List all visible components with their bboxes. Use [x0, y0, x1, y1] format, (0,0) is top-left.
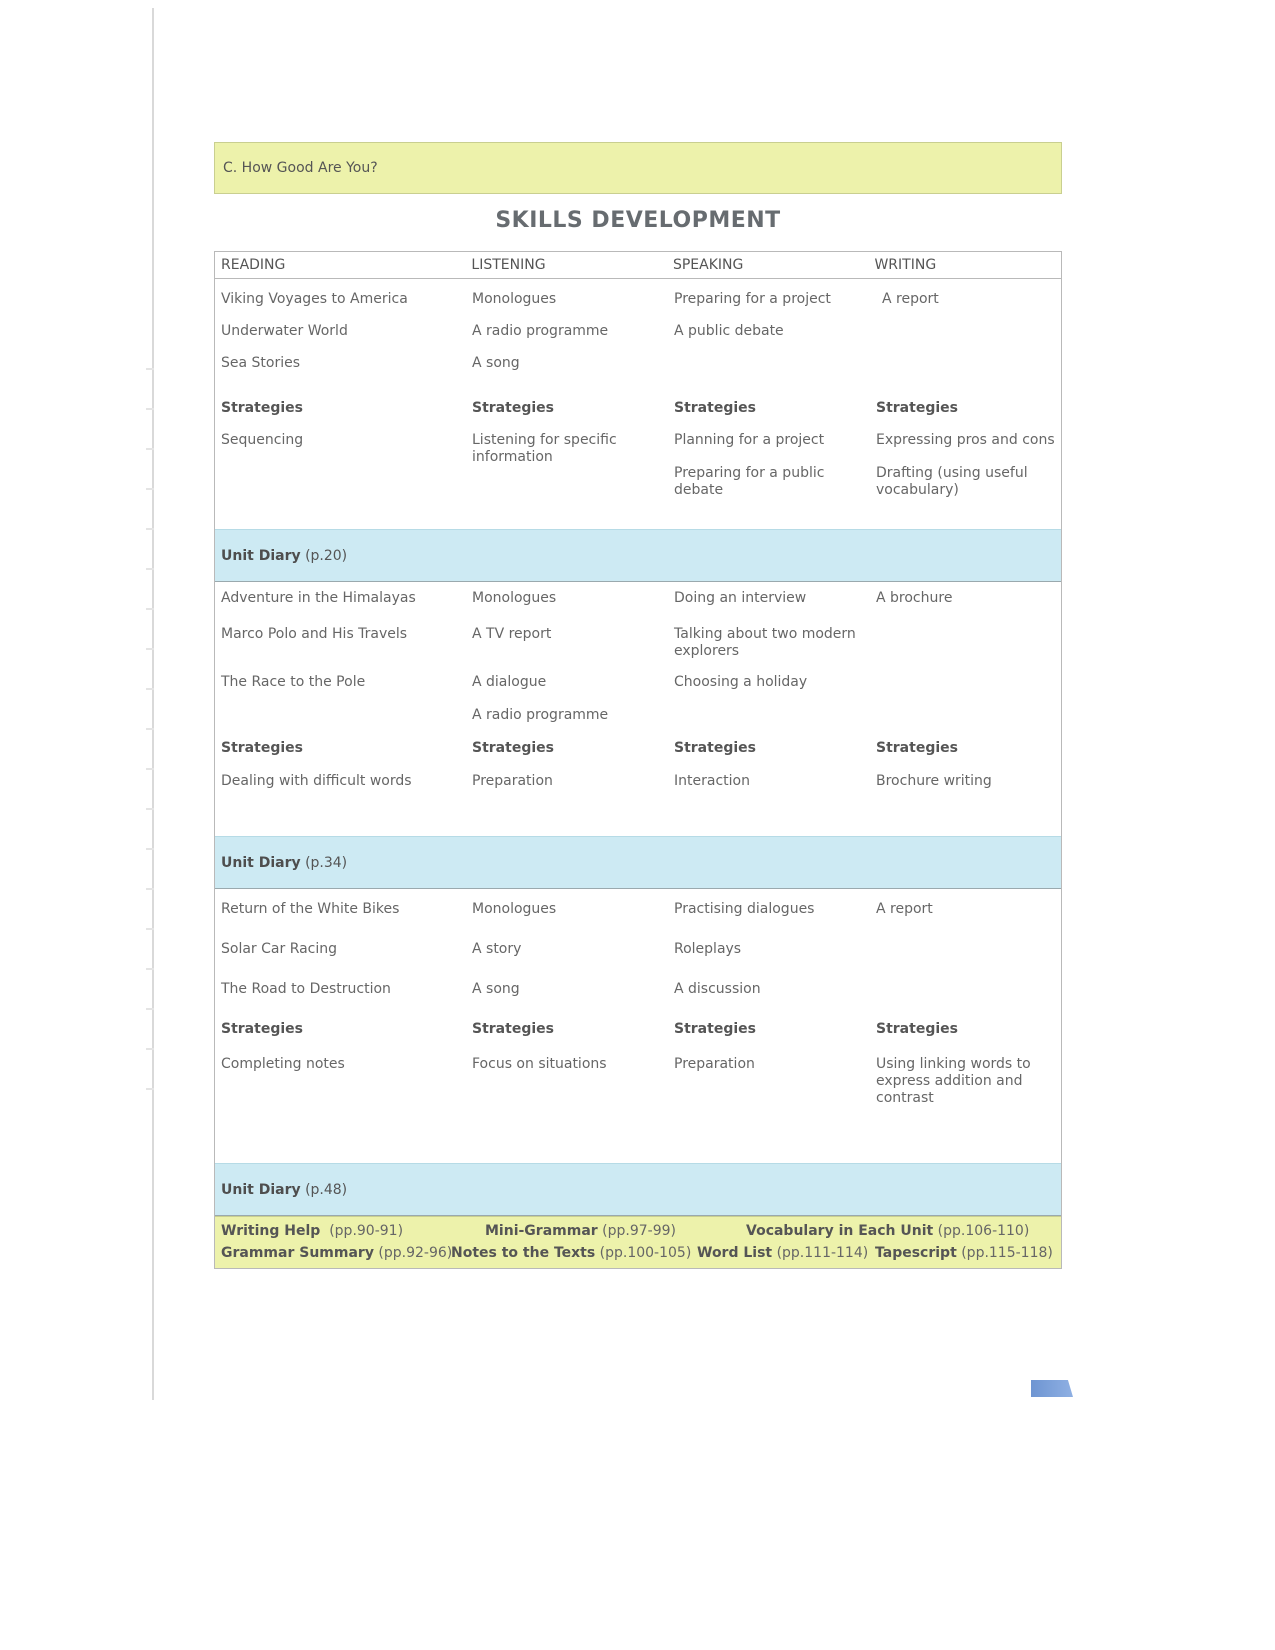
strategy-item: Interaction: [674, 773, 750, 789]
footer-notes: [451, 1245, 691, 1261]
skills-table: [214, 251, 1062, 1269]
strategy-item: Expressing pros and cons: [876, 432, 1055, 448]
page-title: SKILLS DEVELOPMENT: [495, 208, 781, 233]
unit-diary-3: [215, 1163, 1061, 1216]
footer-word-list: [697, 1245, 868, 1261]
speaking-item: A public debate: [674, 323, 784, 339]
footer-vocabulary: [746, 1223, 1029, 1239]
strategies-heading: Strategies: [472, 1021, 554, 1037]
col-header-listening: LISTENING: [471, 257, 546, 273]
speaking-item: Choosing a holiday: [674, 674, 808, 690]
col-header-speaking: SPEAKING: [672, 257, 744, 273]
strategy-item: Preparing for a public debate: [674, 465, 825, 498]
footer-label: Vocabulary in Each Unit: [746, 1223, 934, 1239]
unit-diary-label: Unit Diary: [221, 1181, 301, 1198]
strategies-heading: Strategies: [221, 400, 303, 416]
reading-item: The Race to the Pole: [221, 674, 366, 690]
writing-item: A report: [882, 291, 939, 307]
reading-item: Solar Car Racing: [221, 941, 338, 957]
reference-footer: [215, 1216, 1061, 1268]
footer-writing-help: [221, 1223, 403, 1239]
listening-item: A radio programme: [472, 323, 609, 339]
footer-pages: (pp.97-99): [602, 1223, 676, 1239]
skills-sheet: [214, 142, 1062, 1269]
speaking-item: Preparing for a project: [674, 291, 831, 307]
unit-1: [215, 279, 1061, 529]
strategy-item: Focus on situations: [472, 1056, 607, 1072]
unit-diary-1: [215, 529, 1061, 582]
speaking-item: Practising dialogues: [674, 901, 815, 917]
strategy-item: Dealing with difficult words: [221, 773, 412, 789]
strategy-item: Planning for a project: [674, 432, 825, 448]
reading-item: Adventure in the Himalayas: [221, 590, 416, 606]
footer-label: Writing Help: [221, 1223, 321, 1239]
strategy-item: Completing notes: [221, 1056, 345, 1072]
footer-mini-grammar: [485, 1223, 676, 1239]
reading-item: Sea Stories: [221, 355, 301, 371]
strategies-heading: Strategies: [876, 400, 958, 416]
footer-pages: (pp.100-105): [599, 1245, 692, 1261]
reading-item: Viking Voyages to America: [221, 291, 408, 307]
strategies-heading: Strategies: [674, 400, 756, 416]
strategies-heading: Strategies: [221, 1021, 303, 1037]
unit-diary-page: (p.48): [305, 1181, 348, 1198]
speaking-item: Talking about two modern explorers: [674, 626, 856, 659]
strategies-heading: Strategies: [472, 400, 554, 416]
column-headers: [215, 252, 1061, 279]
speaking-item: A discussion: [674, 981, 761, 997]
strategies-heading: Strategies: [876, 1021, 958, 1037]
footer-tapescript: [875, 1245, 1053, 1261]
listening-item: Monologues: [472, 291, 557, 307]
unit-2: [215, 582, 1061, 836]
strategies-heading: Strategies: [674, 1021, 756, 1037]
reading-item: Return of the White Bikes: [221, 901, 400, 917]
strategies-heading: Strategies: [221, 740, 303, 756]
reading-item: Marco Polo and His Travels: [221, 626, 408, 642]
strategies-heading: Strategies: [674, 740, 756, 756]
reading-item: Underwater World: [221, 323, 348, 339]
footer-pages: (pp.115-118): [961, 1245, 1053, 1261]
unit-diary-page: (p.34): [305, 854, 348, 871]
footer-label: Notes to the Texts: [451, 1245, 596, 1261]
listening-item: Monologues: [472, 590, 557, 606]
listening-item: A song: [472, 981, 520, 997]
footer-pages: (pp.92-96): [378, 1245, 453, 1261]
strategy-item: Listening for specific information: [472, 432, 617, 465]
footer-label: Word List: [697, 1245, 773, 1261]
strategy-item: Preparation: [472, 773, 553, 789]
listening-item: A story: [472, 941, 522, 957]
col-header-reading: READING: [221, 257, 286, 273]
listening-item: A radio programme: [472, 707, 609, 723]
footer-pages: (pp.90-91): [329, 1223, 404, 1239]
unit-diary-2: [215, 836, 1061, 889]
col-header-writing: WRITING: [874, 257, 937, 273]
page-corner-tab: [1031, 1380, 1073, 1397]
binding-ticks: [146, 330, 154, 1100]
footer-label: Mini-Grammar: [485, 1223, 598, 1239]
strategy-item: Brochure writing: [876, 773, 992, 789]
section-label: C. How Good Are You?: [223, 160, 378, 176]
listening-item: A dialogue: [472, 674, 547, 690]
listening-item: Monologues: [472, 901, 557, 917]
strategy-item: Drafting (using useful vocabulary): [876, 465, 1028, 498]
footer-label: Tapescript: [875, 1245, 957, 1261]
speaking-item: Roleplays: [674, 941, 742, 957]
reading-item: The Road to Destruction: [221, 981, 391, 997]
listening-item: A song: [472, 355, 520, 371]
footer-grammar-summary: [221, 1245, 452, 1261]
strategy-item: Sequencing: [221, 432, 304, 448]
strategy-item: Preparation: [674, 1056, 755, 1072]
strategy-item: Using linking words to express addition and contrast: [876, 1056, 1031, 1106]
speaking-item: Doing an interview: [674, 590, 807, 606]
unit-diary-label: Unit Diary: [221, 547, 301, 564]
unit-diary-page: (p.20): [305, 547, 348, 564]
writing-item: A report: [876, 901, 933, 917]
section-header: [214, 142, 1062, 194]
listening-item: A TV report: [472, 626, 552, 642]
footer-pages: (pp.106-110): [937, 1223, 1030, 1239]
writing-item: A brochure: [876, 590, 953, 606]
unit-3: [215, 889, 1061, 1163]
footer-label: Grammar Summary: [221, 1245, 374, 1261]
strategies-heading: Strategies: [876, 740, 958, 756]
strategies-heading: Strategies: [472, 740, 554, 756]
unit-diary-label: Unit Diary: [221, 854, 301, 871]
footer-pages: (pp.111-114): [776, 1245, 869, 1261]
